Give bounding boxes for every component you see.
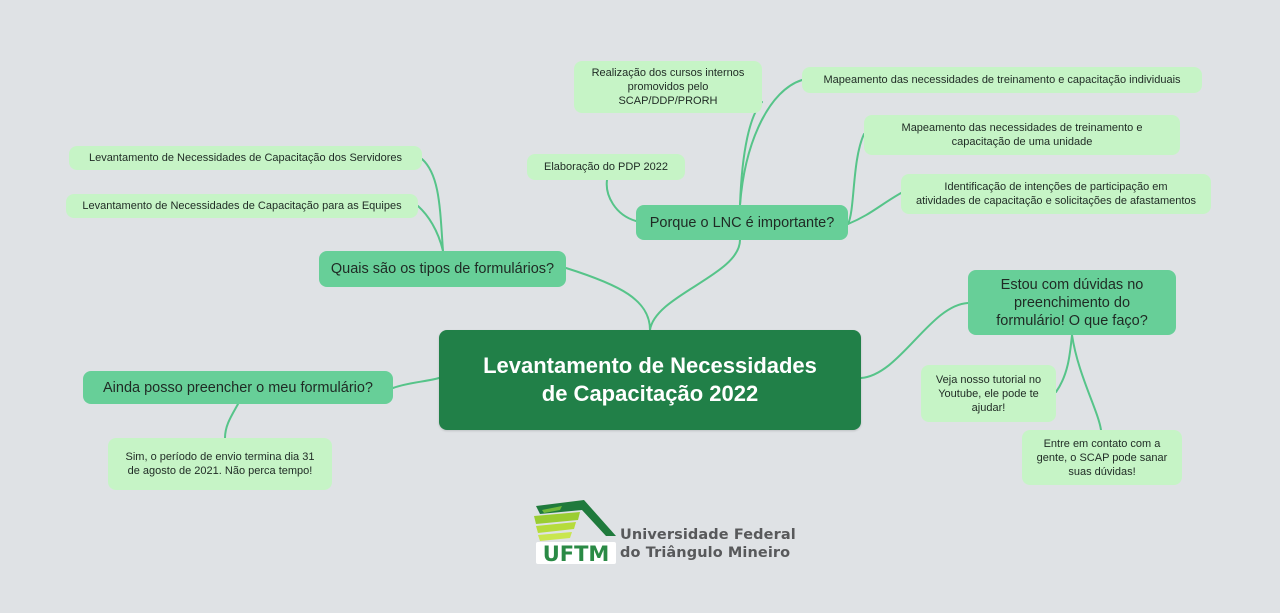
subtopic-label: Entre em contato com a gente, o SCAP pode sanar suas dúvidas! xyxy=(1036,437,1168,478)
topic-label: Quais são os tipos de formulários? xyxy=(330,261,555,277)
uftm-name-line1: Universidade Federal xyxy=(620,527,796,543)
topic-label: Ainda posso preencher o meu formulário? xyxy=(102,379,373,396)
subtopic-label: Sim, o período de envio termina dia 31 de agosto de 2021. Não perca tempo! xyxy=(125,451,315,477)
subtopic-label: Realização dos cursos internos promovidos pelo SCAP/DDP/PRORH xyxy=(591,67,745,107)
subtopic-mapeamento-unidade[interactable] xyxy=(864,115,1180,155)
central-topic-label: Levantamento de Necessidades de Capacitação 2022 xyxy=(483,353,817,406)
subtopic-label: Levantamento de Necessidades de Capacitação dos Servidores xyxy=(88,152,403,164)
link-duvidas-veja xyxy=(1056,335,1072,392)
link-porque-realizacao xyxy=(740,102,762,205)
central-topic[interactable] xyxy=(439,330,861,430)
subtopic-label: Veja nosso tutorial no Youtube, ele pode te ajudar! xyxy=(935,373,1042,414)
uftm-acronym: UFTM xyxy=(542,542,610,566)
topic-label: Porque o LNC é importante? xyxy=(649,214,835,231)
link-porque-unidade xyxy=(848,134,864,224)
topic-duvidas[interactable] xyxy=(968,270,1176,335)
subtopic-contato-scap[interactable] xyxy=(1022,430,1182,485)
subtopic-label: Levantamento de Necessidades de Capacitação para as Equipes xyxy=(82,200,402,212)
uftm-name xyxy=(620,526,796,562)
topic-ainda-posso[interactable] xyxy=(83,371,393,404)
subtopic-label: Mapeamento das necessidades de treinamento e capacitação individuais xyxy=(823,74,1181,86)
uftm-name-line2: do Triângulo Mineiro xyxy=(620,545,791,561)
link-central-tipos xyxy=(566,268,650,330)
link-porque-elaboracao xyxy=(607,180,636,221)
subtopic-elaboracao-pdp[interactable] xyxy=(527,154,685,180)
subtopic-label: Identificação de intenções de participação em atividades de capacitação e solicitações de afastamentos xyxy=(915,181,1197,207)
subtopic-mapeamento-individual[interactable] xyxy=(802,67,1202,93)
link-duvidas-entre xyxy=(1072,335,1101,430)
uftm-logo xyxy=(532,498,802,566)
subtopic-servidores[interactable] xyxy=(69,146,422,170)
subtopic-identificacao-intencoes[interactable] xyxy=(901,174,1211,214)
subtopic-label: Mapeamento das necessidades de treinamento e capacitação de uma unidade xyxy=(901,122,1143,148)
subtopic-equipes[interactable] xyxy=(66,194,418,218)
subtopic-label: Elaboração do PDP 2022 xyxy=(544,161,668,173)
link-central-ainda xyxy=(393,378,439,388)
link-ainda-sim xyxy=(225,404,238,438)
topic-label: Estou com dúvidas no preenchimento do formulário! O que faço? xyxy=(996,276,1148,329)
subtopic-periodo-envio[interactable] xyxy=(108,438,332,490)
subtopic-realizacao-cursos[interactable] xyxy=(574,61,762,113)
topic-tipos-formularios[interactable] xyxy=(319,251,566,287)
subtopic-tutorial-youtube[interactable] xyxy=(921,365,1056,422)
link-porque-identificacao xyxy=(848,193,901,224)
link-central-porque xyxy=(650,240,740,330)
topic-porque-lnc[interactable] xyxy=(636,205,848,240)
uftm-emblem-icon xyxy=(532,498,622,566)
